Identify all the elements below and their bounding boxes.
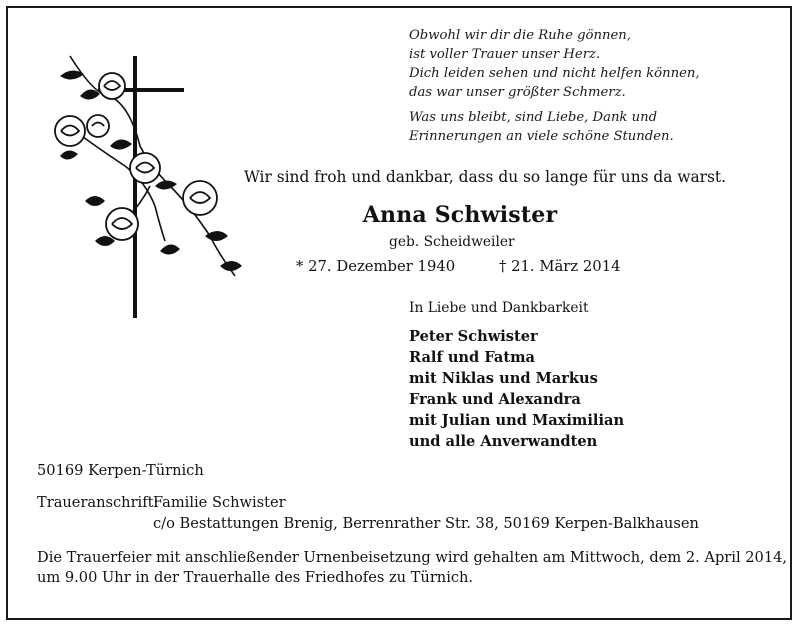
mourner-name: Ralf und Fatma xyxy=(409,349,535,366)
deceased-name xyxy=(0,202,800,228)
place-line: 50169 Kerpen-Türnich xyxy=(37,462,204,479)
gratitude-line: Wir sind froh und dankbar, dass du so lange für uns da warst. xyxy=(244,168,727,186)
birth-date: * 27. Dezember 1940 xyxy=(296,258,456,275)
poem-line: Dich leiden sehen und nicht helfen können, xyxy=(409,66,700,81)
service-info xyxy=(37,548,787,588)
poem-line: Erinnerungen an viele schöne Stunden. xyxy=(409,129,674,144)
mourner-name: mit Julian und Maximilian xyxy=(409,412,625,429)
poem-line: Was uns bleibt, sind Liebe, Dank und xyxy=(409,110,658,125)
poem-stanza-2 xyxy=(409,108,674,146)
maiden-name: geb. Scheidweiler xyxy=(389,234,515,250)
address-label: Traueranschrift: xyxy=(37,494,159,511)
poem-line: das war unser größter Schmerz. xyxy=(409,85,626,100)
mourner-name: Frank und Alexandra xyxy=(409,391,581,408)
mourners-list xyxy=(409,326,624,452)
poem-line: ist voller Trauer unser Herz. xyxy=(409,47,601,62)
address-name: Familie Schwister xyxy=(153,494,286,511)
service-line: Die Trauerfeier mit anschließender Urnenbeisetzung wird gehalten am Mittwoch, dem 2. April 2014, xyxy=(37,549,788,566)
mourner-name: und alle Anverwandten xyxy=(409,433,598,450)
deceased-name-text: Anna Schwister xyxy=(362,202,558,228)
mourner-name: mit Niklas und Markus xyxy=(409,370,598,387)
death-date: † 21. März 2014 xyxy=(499,258,621,275)
mourner-name: Peter Schwister xyxy=(409,328,538,345)
mourners-intro: In Liebe und Dankbarkeit xyxy=(409,300,589,316)
poem-line: Obwohl wir dir die Ruhe gönnen, xyxy=(409,28,631,43)
poem-stanza-1 xyxy=(409,26,700,102)
cross-with-roses-icon xyxy=(40,36,250,326)
service-line: um 9.00 Uhr in der Trauerhalle des Friedhofes zu Türnich. xyxy=(37,569,474,586)
address-line-2: c/o Bestattungen Brenig, Berrenrather Str. 38, 50169 Kerpen-Balkhausen xyxy=(153,515,699,532)
